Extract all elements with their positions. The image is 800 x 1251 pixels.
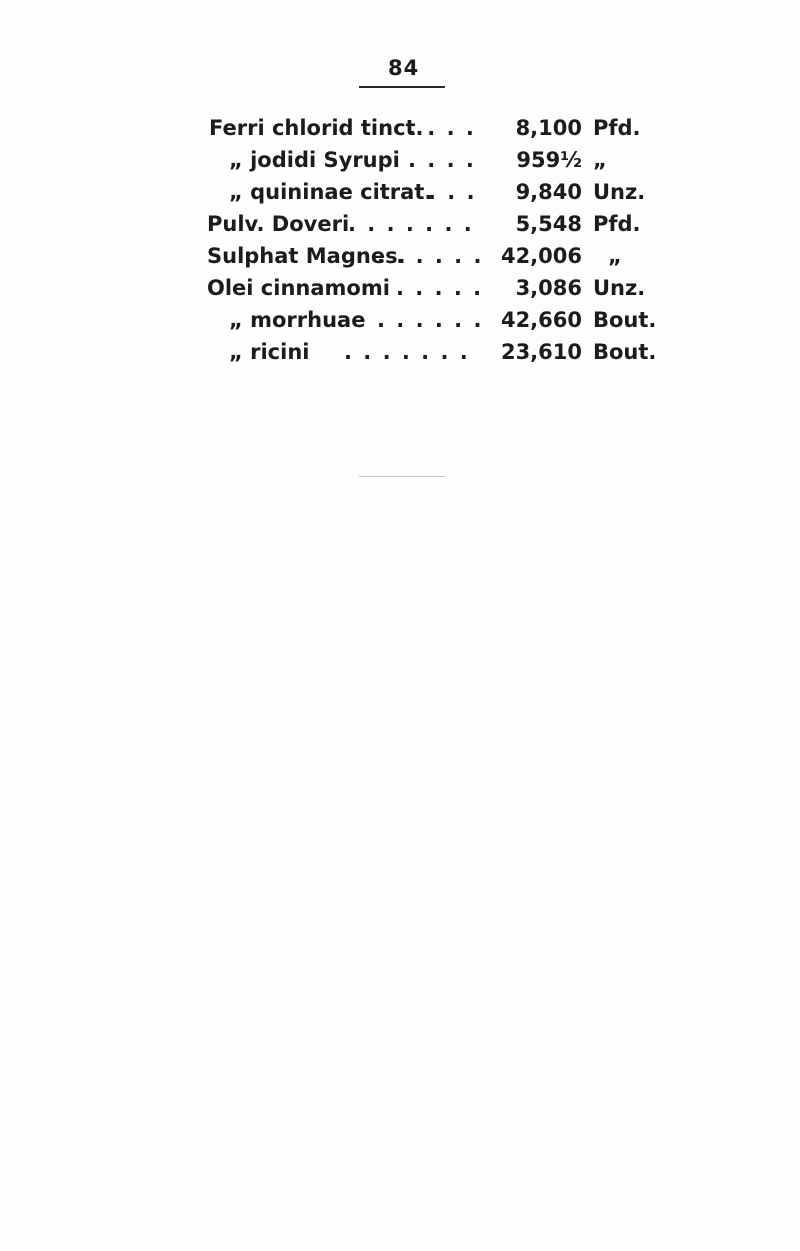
list-item (0, 176, 800, 208)
bleed-through-rule (359, 476, 445, 477)
drug-list (0, 112, 800, 368)
item-unit: „ (593, 148, 607, 172)
leader-dots: . . . . (408, 116, 476, 140)
item-quantity: 9,840 (515, 180, 582, 204)
list-item (0, 144, 800, 176)
list-item (0, 272, 800, 304)
item-name: „ quininae citrat. (229, 180, 433, 204)
item-quantity: 23,610 (500, 340, 582, 364)
header-rule (359, 86, 445, 88)
item-quantity: 959½ (516, 148, 582, 172)
leader-dots: . . . . . . . (348, 212, 474, 236)
item-quantity: 5,548 (515, 212, 582, 236)
item-name: Ferri chlorid tinct. (209, 116, 424, 140)
item-unit: Unz. (593, 276, 646, 300)
leader-dots: . . . (428, 180, 477, 204)
item-name: „ morrhuae (229, 308, 366, 332)
item-unit: „ (608, 244, 622, 268)
leader-dots: . . . . . . (377, 308, 484, 332)
page-number: 84 (388, 56, 420, 80)
item-unit: Pfd. (593, 116, 641, 140)
list-item (0, 240, 800, 272)
item-name: Sulphat Magnes. (207, 244, 406, 268)
leader-dots: . . . . (408, 148, 476, 172)
list-item (0, 304, 800, 336)
leader-dots: . . . . . . (377, 244, 484, 268)
list-item (0, 336, 800, 368)
item-name: Olei cinnamomi (207, 276, 390, 300)
list-item (0, 112, 800, 144)
item-name: „ jodidi Syrupi (229, 148, 400, 172)
item-quantity: 8,100 (515, 116, 582, 140)
item-quantity: 42,660 (500, 308, 582, 332)
item-name: „ ricini (229, 340, 310, 364)
item-unit: Pfd. (593, 212, 641, 236)
item-quantity: 42,006 (500, 244, 582, 268)
item-unit: Bout. (593, 308, 657, 332)
leader-dots: . . . . . . . (344, 340, 470, 364)
list-item (0, 208, 800, 240)
leader-dots: . . . . . (396, 276, 484, 300)
item-unit: Unz. (593, 180, 646, 204)
item-unit: Bout. (593, 340, 657, 364)
item-name: Pulv. Doveri (207, 212, 350, 236)
item-quantity: 3,086 (515, 276, 582, 300)
